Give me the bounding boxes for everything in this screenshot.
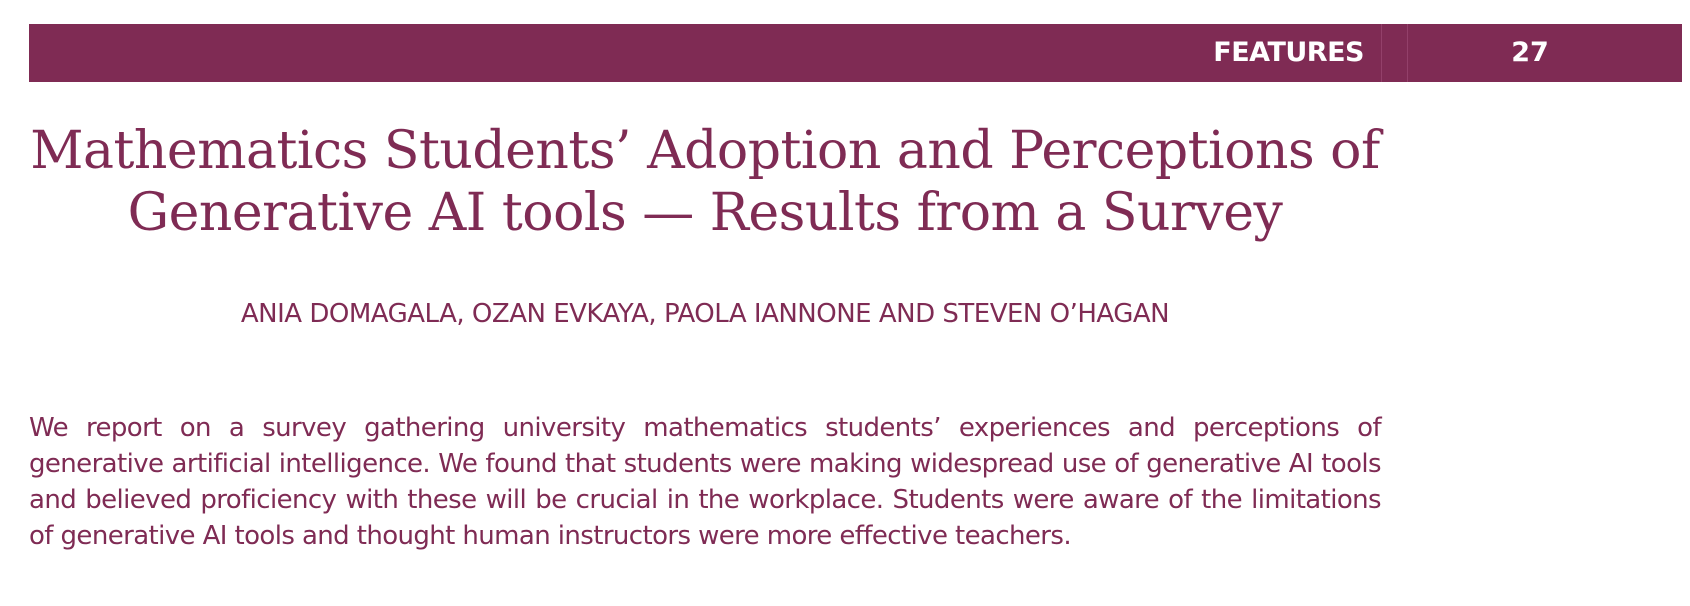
article-abstract: We report on a survey gathering university mathematics students’ experiences and perceptions of generative artificial intelligence. We found that students were making widespread use of generative AI tools and believed proficiency with these will be crucial in the workplace. Students were aware of the limitations of generative AI tools and thought human instructors were more effective teachers. [29, 413, 1381, 551]
section-label: FEATURES [1213, 37, 1364, 68]
header-divider [1381, 24, 1408, 82]
article-title-line-1: Mathematics Students’ Adoption and Perceptions of [30, 121, 1380, 181]
article-title-line-2: Generative AI tools — Results from a Survey [127, 183, 1283, 243]
article-title [29, 120, 1381, 244]
page-number: 27 [1511, 37, 1549, 68]
article-authors: ANIA DOMAGALA, OZAN EVKAYA, PAOLA IANNONE AND STEVEN O’HAGAN [240, 299, 1170, 329]
